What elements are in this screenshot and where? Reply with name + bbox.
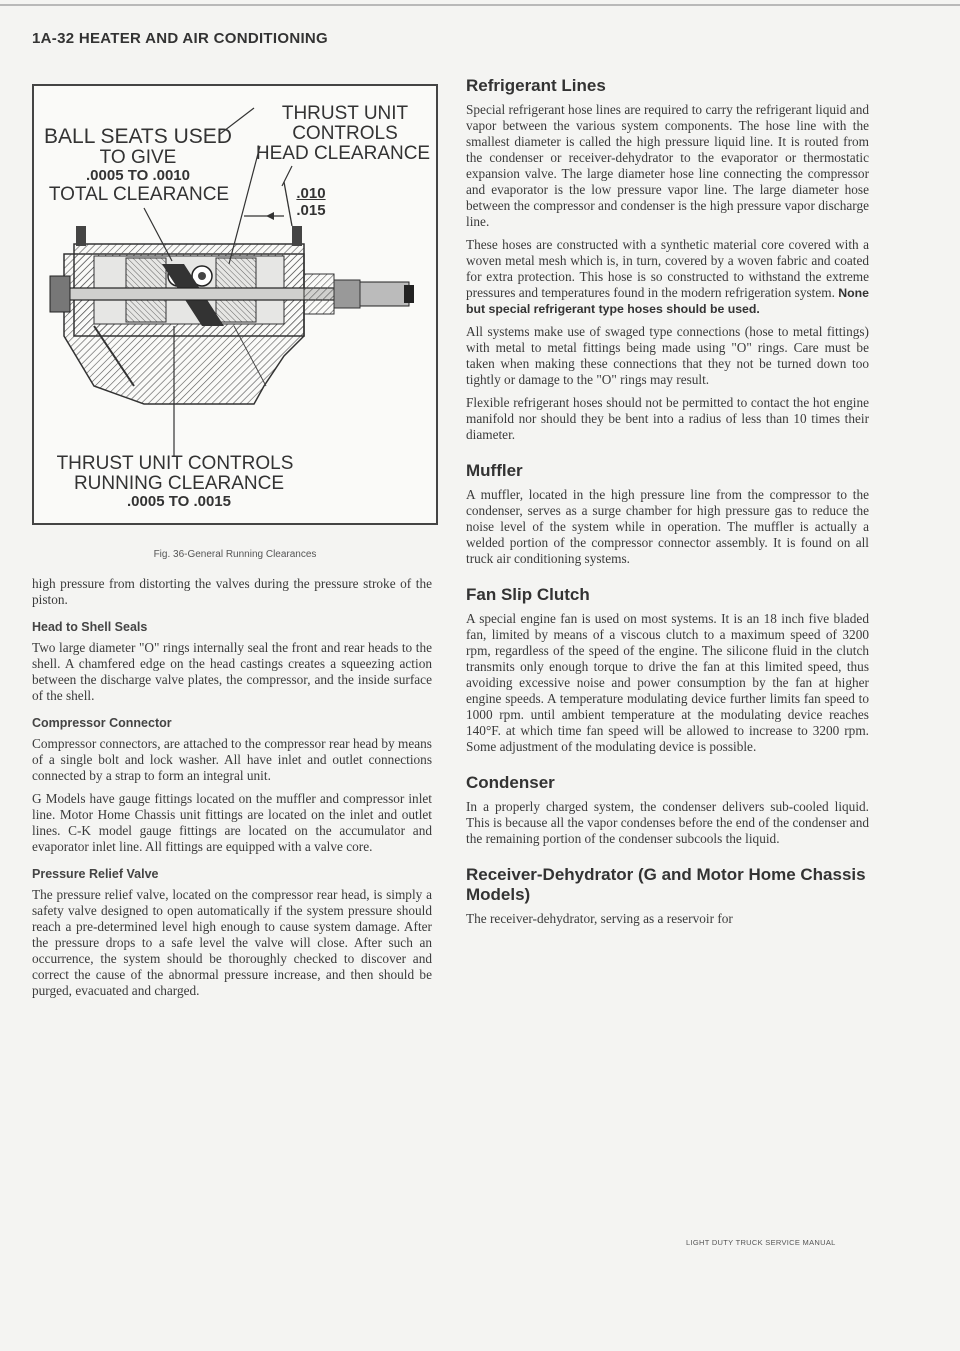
paragraph-head-seals: Two large diameter "O" rings internally seal the front and rear heads to the shell. A chamfered edge on the head castings creates a squeezing action between the discharge valve plates, the compressor, and the inside surface of the shell. xyxy=(32,640,432,703)
right-column xyxy=(466,76,869,934)
heading-receiver-dehydrator: Receiver-Dehydrator (G and Motor Home Chassis Models) xyxy=(466,865,866,904)
top-rule xyxy=(0,4,960,6)
heading-compressor-connector: Compressor Connector xyxy=(32,716,172,730)
page-footer: LIGHT DUTY TRUCK SERVICE MANUAL xyxy=(686,1238,836,1247)
paragraph-lines-1: Special refrigerant hose lines are required to carry the refrigerant liquid and vapor between the various system components. The hose line with the smallest diameter is called the high pressure liquid line. It is routed from the condenser or receiver-dehydrator to the evaporator or thermostatic expansion valve. The large diameter hose line connecting the compressor and evaporator is the low pressure vapor line. The large diameter hose between the compressor and condenser is the high pressure vapor discharge line. xyxy=(466,102,869,229)
label-thrust-running-2: RUNNING CLEARANCE xyxy=(73,473,285,494)
figure-running-clearances xyxy=(32,84,438,525)
label-thrust-running-3: .0005 TO .0015 xyxy=(127,493,231,510)
paragraph-lines-3: All systems make use of swaged type connections (hose to metal fittings) with metal to metal fittings being made using "O" rings. Care must be taken when making these connections that they not be turned down too tightly or damage to the "O" rings may result. xyxy=(466,324,869,387)
label-dim-upper: .010 xyxy=(296,185,326,202)
figure-caption: Fig. 36-General Running Clearances xyxy=(153,549,317,560)
label-thrust-head-3: HEAD CLEARANCE xyxy=(255,143,431,164)
paragraph-lines-2 xyxy=(466,237,869,317)
paragraph-muffler: A muffler, located in the high pressure line from the compressor to the condenser, serves as a surge chamber for high pressure gas to reduce the noise level of the system while in operation. The muffler is actually a welded portion of the compressor connector assembly. It is found on all truck air conditioning systems. xyxy=(466,487,869,566)
heading-condenser: Condenser xyxy=(466,773,555,792)
label-dim-lower: .015 xyxy=(296,202,326,219)
heading-fan-slip-clutch: Fan Slip Clutch xyxy=(466,585,590,604)
paragraph-connector-1: Compressor connectors, are attached to the compressor rear head by means of a single bolt and lock washer. All have inlet and outlet connections connected by a strap to form an integral unit. xyxy=(32,736,432,783)
paragraph-fan: A special engine fan is used on most systems. It is an 18 inch five bladed fan, limited by means of a viscous clutch to a maximum speed of 3200 rpm, regardless of the speed of the engine. The silicone fluid in the clutch transmits only enough torque to drive the fan at this limited speed, thus avoiding excessive noise and power consumption by the fan at higher engine speeds. A temperature modulating device further limits fan speed to 1000 rpm. until ambient temperature at the modulating device reaches 140°F. at which time fan speed will be allowed to increase to 3200 rpm. Some adjustment of the modulating device is possible. xyxy=(466,611,869,754)
paragraph-condenser: In a properly charged system, the condenser delivers sub-cooled liquid. This is because all the vapor condenses before the end of the condenser and the remaining portion of the condenser subcools the liquid. xyxy=(466,799,869,846)
paragraph-intro: high pressure from distorting the valves during the pressure stroke of the piston. xyxy=(32,576,432,607)
heading-head-to-shell-seals: Head to Shell Seals xyxy=(32,620,148,634)
label-ball-seats-3: .0005 TO .0010 xyxy=(86,167,190,184)
paragraph-relief-valve: The pressure relief valve, located on the compressor rear head, is simply a safety valve designed to open automatically if the system pressure should reach a pre-determined level high enough to cause system damage. After the pressure drops to a safe level the valve will close. After such an occurrence, the system should be thoroughly checked to discover and correct the cause of the abnormal pressure increase, and then should be purged, evacuated and charged. xyxy=(32,887,432,998)
label-thrust-head-2: CONTROLS xyxy=(292,123,398,144)
label-thrust-head-1: THRUST UNIT xyxy=(281,103,409,124)
left-column xyxy=(32,576,432,1006)
paragraph-lines-4: Flexible refrigerant hoses should not be permitted to contact the hot engine manifold nor should they be bent into a radius of less than 10 times their diameter. xyxy=(466,395,869,442)
label-ball-seats-1: BALL SEATS USED xyxy=(44,125,232,148)
heading-muffler: Muffler xyxy=(466,461,523,480)
paragraph-receiver: The receiver-dehydrator, serving as a reservoir for xyxy=(466,911,733,926)
paragraph-connector-2: G Models have gauge fittings located on the muffler and compressor inlet line. Motor Home Chassis unit fittings are located on the inlet and outlet lines. C-K model gauge fittings are located on the accumulator and evaporator inlet line. All fittings are equipped with a valve core. xyxy=(32,791,432,854)
label-ball-seats-4: TOTAL CLEARANCE xyxy=(48,184,230,205)
heading-refrigerant-lines: Refrigerant Lines xyxy=(466,76,606,95)
label-ball-seats-2: TO GIVE xyxy=(99,147,177,168)
heading-pressure-relief-valve: Pressure Relief Valve xyxy=(32,867,159,881)
lines-2-text: These hoses are constructed with a synthetic material core covered with a woven metal mesh which is, in turn, covered by a woven fabric and coated for extra protection. This hose is so constructed to withstand the extreme pressures and temperatures found in the modern refrigeration system. xyxy=(466,237,869,300)
page-header: 1A-32 HEATER AND AIR CONDITIONING xyxy=(32,30,329,47)
lines-2-bold-note: None but special refrigerant type hoses should be used. xyxy=(466,286,870,316)
label-thrust-running-1: THRUST UNIT CONTROLS xyxy=(56,453,294,474)
